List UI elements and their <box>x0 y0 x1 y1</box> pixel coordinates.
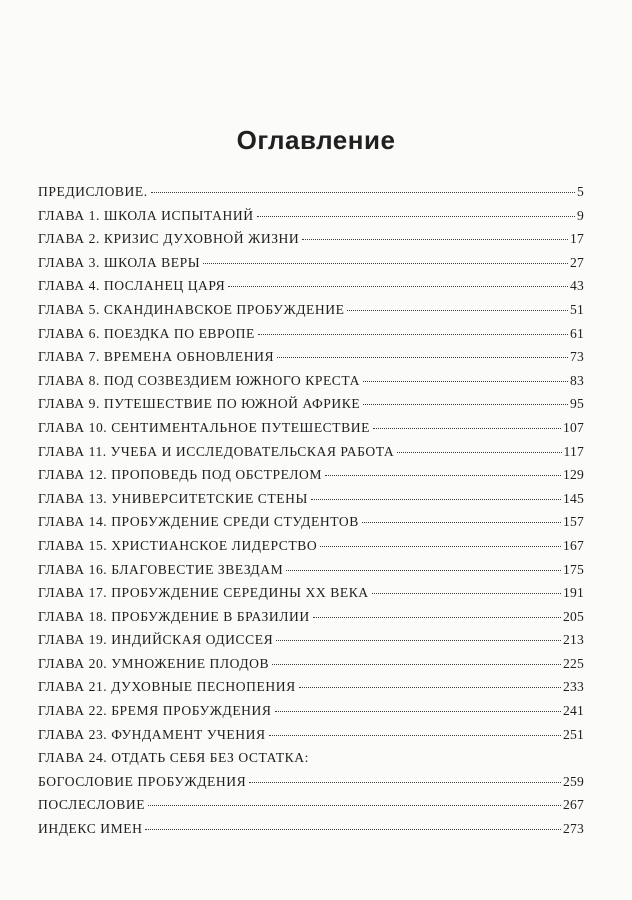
dot-leader <box>228 286 568 287</box>
dot-leader <box>397 452 561 453</box>
toc-entry-label: ГЛАВА 17. ПРОБУЖДЕНИЕ СЕРЕДИНЫ XX ВЕКА <box>38 585 369 601</box>
toc-entry-page-number: 213 <box>563 632 584 648</box>
toc-entry <box>38 184 584 208</box>
toc-entry-label: ГЛАВА 2. КРИЗИС ДУХОВНОЙ ЖИЗНИ <box>38 231 300 247</box>
dot-leader <box>373 428 561 429</box>
toc-entry-label: ГЛАВА 14. ПРОБУЖДЕНИЕ СРЕДИ СТУДЕНТОВ <box>38 514 359 530</box>
toc-entry-page-number: 73 <box>570 349 584 365</box>
toc-entry-page-number: 17 <box>570 231 584 247</box>
table-of-contents <box>38 184 584 845</box>
dot-leader <box>257 216 575 217</box>
toc-entry-page-number: 95 <box>570 396 584 412</box>
toc-entry <box>38 491 584 515</box>
toc-entry <box>38 208 584 232</box>
toc-entry <box>38 774 584 798</box>
toc-entry-page-number: 51 <box>570 301 584 317</box>
toc-entry-label: ГЛАВА 12. ПРОПОВЕДЬ ПОД ОБСТРЕЛОМ <box>38 467 323 483</box>
toc-entry-page-number: 241 <box>563 703 584 719</box>
toc-entry-label: ГЛАВА 21. ДУХОВНЫЕ ПЕСНОПЕНИЯ <box>38 679 296 695</box>
toc-entry <box>38 727 584 751</box>
dot-leader <box>363 404 568 405</box>
dot-leader <box>313 617 561 618</box>
toc-entry <box>38 632 584 656</box>
toc-entry-label: ПРЕДИСЛОВИЕ. <box>38 184 148 199</box>
toc-entry-label: ГЛАВА 6. ПОЕЗДКА ПО ЕВРОПЕ <box>38 325 255 341</box>
dot-leader <box>372 593 561 594</box>
page-title: Оглавление <box>236 125 396 156</box>
toc-entry-page-number: 117 <box>563 443 584 459</box>
toc-entry-label: ГЛАВА 18. ПРОБУЖДЕНИЕ В БРАЗИЛИИ <box>38 608 310 624</box>
toc-entry <box>38 514 584 538</box>
toc-entry-label: ГЛАВА 20. УМНОЖЕНИЕ ПЛОДОВ <box>38 655 270 671</box>
toc-entry-page-number: 27 <box>570 254 584 270</box>
toc-entry <box>38 326 584 350</box>
toc-entry-page-number: 145 <box>563 490 584 506</box>
toc-entry <box>38 609 584 633</box>
toc-entry <box>38 679 584 703</box>
toc-entry-label: ГЛАВА 19. ИНДИЙСКАЯ ОДИССЕЯ <box>38 632 274 648</box>
dot-leader <box>276 640 561 641</box>
toc-entry <box>38 538 584 562</box>
toc-entry-page-number: 267 <box>563 797 584 813</box>
dot-leader <box>272 664 561 665</box>
toc-entry-label: ГЛАВА 11. УЧЕБА И ИССЛЕДОВАТЕЛЬСКАЯ РАБОТА <box>38 443 395 459</box>
toc-entry <box>38 797 584 821</box>
toc-entry-label: ГЛАВА 16. БЛАГОВЕСТИЕ ЗВЕЗДАМ <box>38 561 284 577</box>
toc-entry <box>38 420 584 444</box>
toc-entry-label: ГЛАВА 8. ПОД СОЗВЕЗДИЕМ ЮЖНОГО КРЕСТА <box>38 372 360 388</box>
toc-entry <box>38 278 584 302</box>
toc-entry <box>38 373 584 397</box>
toc-entry-label: ИНДЕКС ИМЕН <box>38 821 143 837</box>
toc-entry-page-number: 191 <box>563 585 584 601</box>
dot-leader <box>362 522 561 523</box>
toc-entry-page-number: 233 <box>563 679 584 695</box>
toc-entry-page-number: 167 <box>563 537 584 553</box>
toc-entry-page-number: 273 <box>563 821 584 837</box>
toc-entry <box>38 349 584 373</box>
toc-entry <box>38 703 584 727</box>
toc-entry-page-number: 129 <box>563 467 584 483</box>
toc-entry-label: ГЛАВА 1. ШКОЛА ИСПЫТАНИЙ <box>38 207 254 223</box>
toc-entry-page-number: 83 <box>570 372 584 388</box>
dot-leader <box>258 334 568 335</box>
dot-leader <box>286 570 561 571</box>
dot-leader <box>145 829 561 830</box>
toc-entry <box>38 750 584 774</box>
toc-entry-label: ГЛАВА 23. ФУНДАМЕНТ УЧЕНИЯ <box>38 726 266 742</box>
dot-leader <box>325 475 561 476</box>
toc-entry-label: ГЛАВА 22. БРЕМЯ ПРОБУЖДЕНИЯ <box>38 703 272 719</box>
toc-entry-label: ПОСЛЕСЛОВИЕ <box>38 797 146 813</box>
toc-entry-page-number: 259 <box>563 773 584 789</box>
toc-entry <box>38 562 584 586</box>
toc-entry <box>38 231 584 255</box>
toc-entry-page-number: 175 <box>563 561 584 577</box>
toc-entry <box>38 656 584 680</box>
dot-leader <box>277 357 568 358</box>
toc-entry-page-number: 9 <box>577 207 584 223</box>
toc-entry <box>38 821 584 845</box>
toc-entry-page-number: 157 <box>563 514 584 530</box>
toc-entry-page-number: 43 <box>570 278 584 294</box>
toc-entry-page-number: 251 <box>563 726 584 742</box>
toc-entry-label: ГЛАВА 9. ПУТЕШЕСТВИЕ ПО ЮЖНОЙ АФРИКЕ <box>38 396 361 412</box>
dot-leader <box>151 192 575 193</box>
toc-entry <box>38 444 584 468</box>
toc-entry-label: ГЛАВА 15. ХРИСТИАНСКОЕ ЛИДЕРСТВО <box>38 537 318 553</box>
dot-leader <box>347 310 568 311</box>
toc-entry-page-number: 107 <box>563 419 584 435</box>
toc-entry <box>38 467 584 491</box>
dot-leader <box>363 381 568 382</box>
toc-entry-label: ГЛАВА 24. ОТДАТЬ СЕБЯ БЕЗ ОСТАТКА: <box>38 750 309 766</box>
toc-entry-label: ГЛАВА 4. ПОСЛАНЕЦ ЦАРЯ <box>38 278 226 294</box>
toc-entry <box>38 585 584 609</box>
dot-leader <box>148 805 561 806</box>
toc-entry <box>38 255 584 279</box>
dot-leader <box>269 735 561 736</box>
dot-leader <box>311 499 561 500</box>
dot-leader <box>275 711 561 712</box>
dot-leader <box>320 546 561 547</box>
dot-leader <box>203 263 568 264</box>
toc-entry <box>38 396 584 420</box>
toc-entry-label: ГЛАВА 7. ВРЕМЕНА ОБНОВЛЕНИЯ <box>38 349 275 365</box>
toc-entry-page-number: 5 <box>577 184 584 199</box>
toc-entry-label: ГЛАВА 13. УНИВЕРСИТЕТСКИЕ СТЕНЫ <box>38 490 308 506</box>
toc-entry-page-number: 205 <box>563 608 584 624</box>
toc-entry-label: БОГОСЛОВИЕ ПРОБУЖДЕНИЯ <box>38 773 247 789</box>
dot-leader <box>249 782 561 783</box>
dot-leader <box>299 687 561 688</box>
toc-entry <box>38 302 584 326</box>
toc-entry-label: ГЛАВА 3. ШКОЛА ВЕРЫ <box>38 254 201 270</box>
toc-entry-page-number: 225 <box>563 655 584 671</box>
dot-leader <box>302 239 568 240</box>
toc-entry-label: ГЛАВА 5. СКАНДИНАВСКОЕ ПРОБУЖДЕНИЕ <box>38 301 345 317</box>
toc-entry-page-number: 61 <box>570 325 584 341</box>
toc-entry-label: ГЛАВА 10. СЕНТИМЕНТАЛЬНОЕ ПУТЕШЕСТВИЕ <box>38 419 370 435</box>
